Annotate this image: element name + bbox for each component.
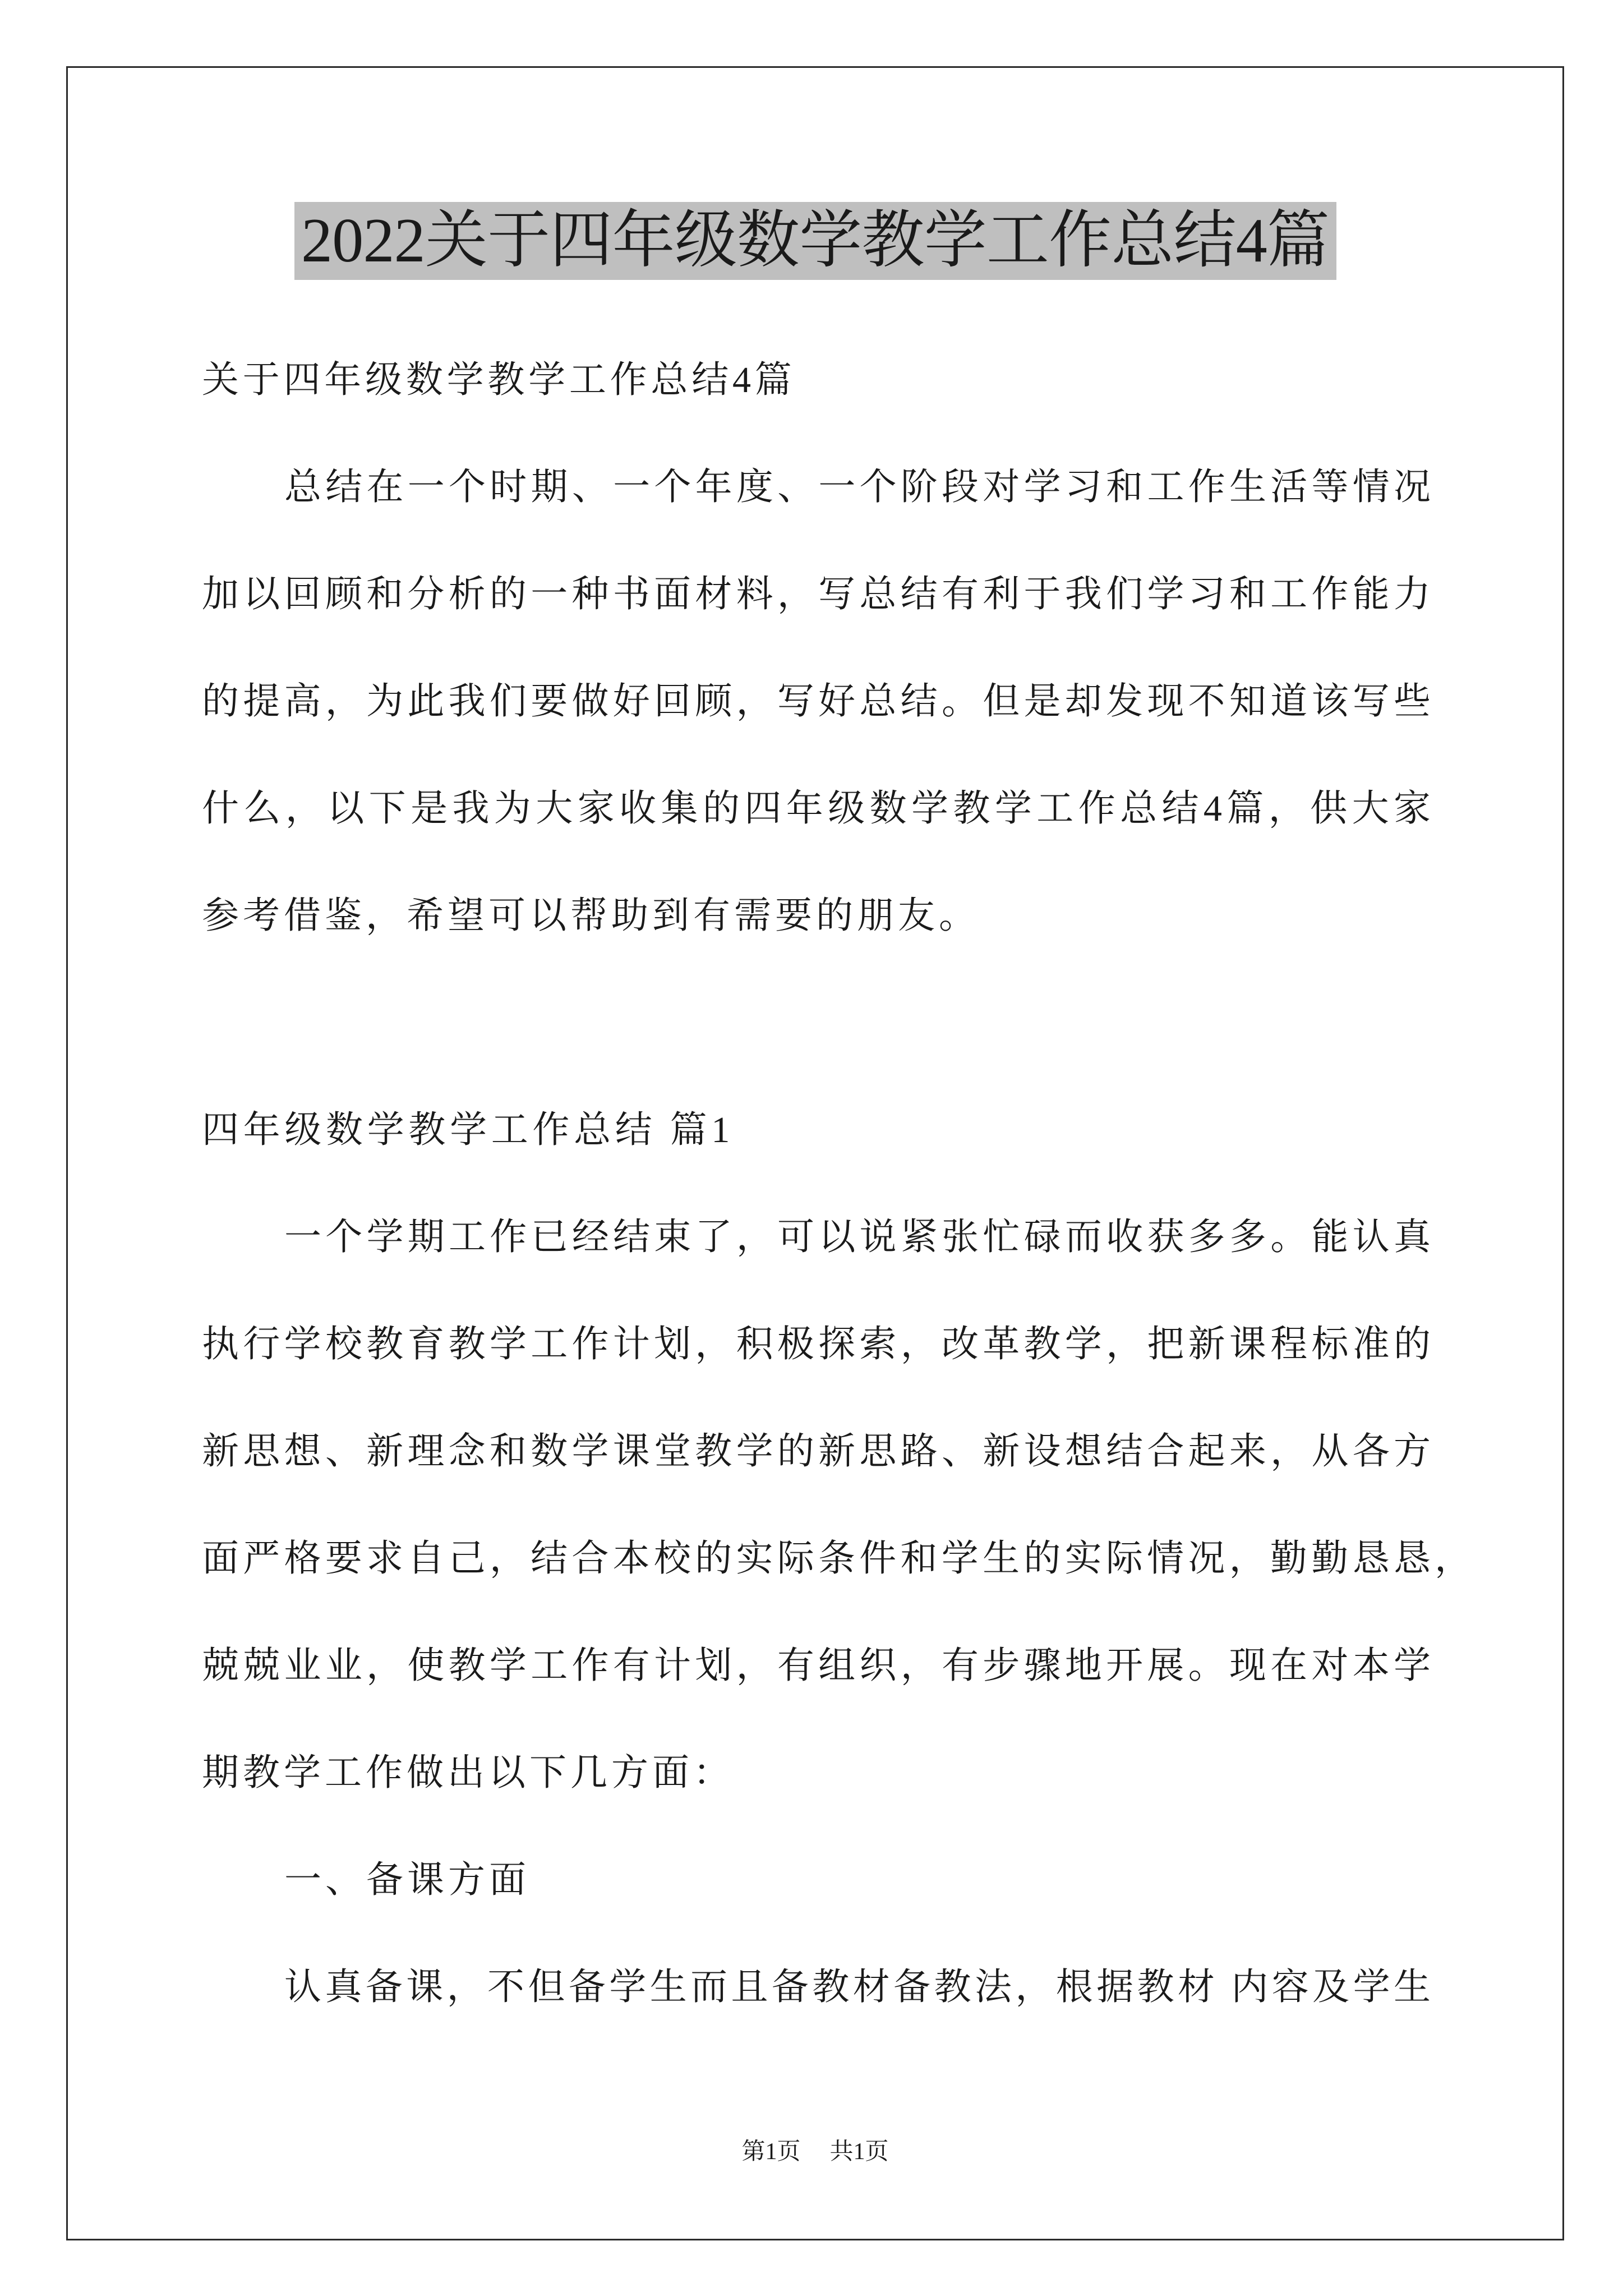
paragraph-line [202,1612,1435,1719]
intro-line [202,541,1435,648]
intro-line [202,862,1431,969]
intro-line [202,648,1435,755]
intro-line [202,434,1435,541]
document-subtitle-line [202,326,1431,434]
paragraph-line [202,1719,1431,1826]
intro-line-text: 参考借鉴，希望可以帮助到有需要的朋友。 [202,895,980,936]
section-heading: 四年级数学教学工作总结 篇1 [202,1110,734,1151]
intro-line-text: 总结在一个时期、一个年度、一个阶段对学习和工作生活等情况 [284,467,1435,508]
document-subtitle: 关于四年级数学教学工作总结4篇 [202,360,796,401]
intro-line-text: 什么，以下是我为大家收集的四年级数学教学工作总结4篇，供大家 [202,788,1436,829]
paragraph-line-text: 兢兢业业，使教学工作有计划，有组织，有步骤地开展。现在对本学 [202,1645,1435,1686]
paragraph-line-text: 新思想、新理念和数学课堂教学的新思路、新设想结合起来，从各方 [202,1431,1435,1472]
paragraph-line-text: 一个学期工作已经结束了，可以说紧张忙碌而收获多多。能认真 [284,1217,1435,1258]
subheading-text: 一、备课方面 [284,1860,530,1901]
paragraph-line [202,1505,1476,1612]
paragraph-line [202,1184,1435,1291]
paragraph-line [202,1291,1435,1398]
section-heading-line [202,1076,1431,1184]
intro-line-text: 加以回顾和分析的一种书面材料，写总结有利于我们学习和工作能力 [202,574,1435,615]
blank-line [202,969,1431,1076]
paragraph-line-text: 执行学校教育教学工作计划，积极探索，改革教学，把新课程标准的 [202,1324,1435,1365]
subheading-line [202,1826,1431,1934]
page-footer [66,2135,1564,2169]
paragraph-line-text: 期教学工作做出以下几方面： [202,1752,734,1793]
current-page-label: 第1页 [741,2139,801,2165]
total-pages-label: 共1页 [829,2139,889,2165]
paragraph-line [202,1934,1435,2041]
paragraph-line-text: 面严格要求自己，结合本校的实际条件和学生的实际情况，勤勤恳恳， [202,1538,1476,1579]
document-title: 2022关于四年级数学教学工作总结4篇 [301,206,1330,275]
paragraph-line-text: 认真备课，不但备学生而且备教材备教法，根据教材 内容及学生 [284,1967,1435,2008]
title-highlight [294,202,1336,280]
intro-line-text: 的提高，为此我们要做好回顾，写好总结。但是却发现不知道该写些 [202,681,1435,722]
paragraph-line [202,1398,1435,1505]
intro-line [202,755,1436,862]
document-body [202,326,1476,2041]
